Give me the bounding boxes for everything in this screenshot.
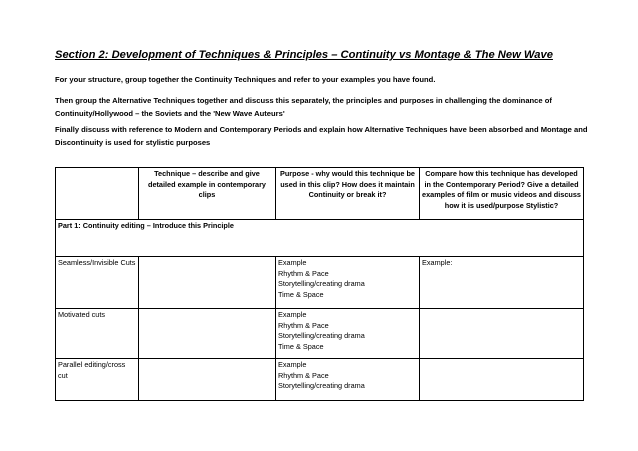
purpose-line: Rhythm & Pace <box>278 268 329 278</box>
techniques-table <box>55 167 584 401</box>
technique-name-cell: Seamless/Invisible Cuts <box>56 257 139 309</box>
description-cell[interactable] <box>139 359 276 401</box>
purpose-line: Time & Space <box>278 289 324 299</box>
instruction-alternative: Then group the Alternative Techniques together and discuss this separately, the principles and purposes in challenging the dominance of Continuity/Hollywood – the Soviets and the 'New Wave Auteurs' <box>55 96 552 118</box>
instruction-structure: For your structure, group together the Continuity Techniques and refer to your examples you have found. <box>55 75 436 84</box>
compare-cell[interactable] <box>420 309 584 359</box>
purpose-line: Storytelling/creating drama <box>278 279 365 289</box>
purpose-cell[interactable] <box>276 309 420 359</box>
table-row <box>56 309 584 359</box>
compare-cell[interactable] <box>420 359 584 401</box>
purpose-line: Storytelling/creating drama <box>278 331 365 341</box>
header-compare: Compare how this technique has developed in the Contemporary Period? Give a detailed examples of film or music videos and discuss how it is used/purpose Stylistic? <box>420 168 584 220</box>
table-header-row <box>56 168 584 220</box>
purpose-line: Example <box>278 258 307 267</box>
section-label: Part 1: Continuity editing – Introduce this Principle <box>56 220 584 257</box>
technique-name-cell: Parallel editing/cross cut <box>56 359 139 401</box>
purpose-cell[interactable] <box>276 359 420 401</box>
description-cell[interactable] <box>139 309 276 359</box>
purpose-line: Time & Space <box>278 341 324 351</box>
purpose-line: Example <box>278 360 307 369</box>
header-cell-blank <box>56 168 139 220</box>
purpose-line: Example <box>278 310 307 319</box>
purpose-line: Storytelling/creating drama <box>278 381 365 391</box>
purpose-cell[interactable] <box>276 257 420 309</box>
header-purpose: Purpose - why would this technique be used in this clip? How does it maintain Continuity or break it? <box>276 168 420 220</box>
technique-name-cell: Motivated cuts <box>56 309 139 359</box>
compare-cell[interactable]: Example: <box>420 257 584 309</box>
header-technique: Technique – describe and give detailed example in contemporary clips <box>139 168 276 220</box>
instruction-modern: Finally discuss with reference to Modern and Contemporary Periods and explain how Alternative Techniques have been absorbed and Montage and Discontinuity is used for stylistic purposes <box>55 125 588 147</box>
table-section-row <box>56 220 584 257</box>
table-row <box>56 359 584 401</box>
purpose-line: Rhythm & Pace <box>278 370 329 380</box>
description-cell[interactable] <box>139 257 276 309</box>
section-heading: Section 2: Development of Techniques & Principles – Continuity vs Montage & The New Wave <box>55 49 553 61</box>
purpose-line: Rhythm & Pace <box>278 320 329 330</box>
table-row <box>56 257 584 309</box>
